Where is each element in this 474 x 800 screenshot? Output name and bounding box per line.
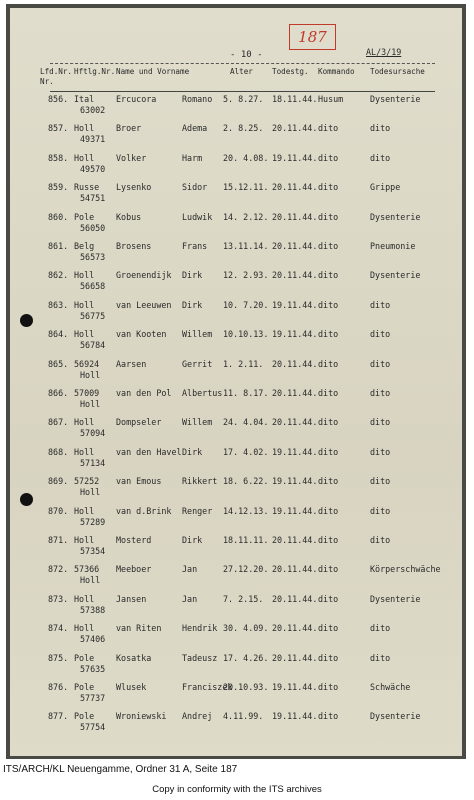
record-kommando: dito [318, 535, 339, 545]
record-number: 873. [48, 593, 69, 604]
record-cause-of-death: dito [370, 358, 391, 369]
record-birthdate: 4.11.99. [223, 711, 264, 722]
record-cause-of-death: Pneumonie [370, 241, 416, 251]
record-surname: van Emous [116, 476, 162, 487]
record-nationality: 57366 [74, 564, 100, 575]
record-firstname: Willem [182, 329, 213, 340]
record-row [10, 300, 462, 330]
record-number: 866. [48, 388, 69, 398]
record-cause-of-death: Dysenterie [370, 270, 421, 281]
record-nationality: Holl [74, 505, 95, 516]
record-row [10, 564, 462, 594]
record-firstname: Sidor [182, 182, 208, 193]
record-surname: Wroniewski [116, 711, 167, 722]
record-row [10, 653, 462, 683]
record-prisoner-number: 56775 [80, 310, 106, 321]
record-kommando: dito [318, 270, 339, 281]
record-prisoner-number: 57134 [80, 457, 106, 468]
header-nr-label: Lfd.Nr. [40, 67, 73, 76]
record-cause-of-death: Dysenterie [370, 94, 421, 104]
record-birthdate: 17. 4.02. [223, 446, 269, 457]
record-death-date: 20.11.44. [272, 535, 318, 545]
header-nr [40, 67, 72, 87]
record-nationality: Holl [74, 623, 95, 634]
header-name: Name und Vorname [116, 67, 190, 76]
record-kommando: dito [318, 505, 339, 516]
record-nationality: Pole [74, 682, 95, 692]
record-prisoner-number: 57754 [80, 722, 106, 733]
record-row [10, 123, 462, 153]
record-nationality: Holl [74, 270, 95, 281]
header-rule-top [50, 63, 435, 64]
record-surname: van den Pol [116, 388, 172, 398]
record-cause-of-death: dito [370, 446, 391, 457]
record-firstname: Frans [182, 241, 208, 251]
record-number: 861. [48, 241, 69, 251]
record-prisoner-number: 49371 [80, 134, 106, 145]
record-death-date: 19.11.44. [272, 505, 318, 516]
record-nationality: Belg [74, 241, 95, 251]
header-alter: Alter [230, 67, 253, 76]
record-prisoner-number: 57635 [80, 663, 106, 674]
record-death-date: 19.11.44. [272, 446, 318, 457]
record-death-date: 19.11.44. [272, 711, 318, 722]
record-cause-of-death: dito [370, 535, 391, 545]
record-birthdate: 13.11.14. [223, 241, 269, 251]
record-nationality: Holl [74, 417, 95, 428]
record-birthdate: 15.12.11. [223, 182, 269, 193]
record-firstname: Renger [182, 505, 213, 516]
record-number: 870. [48, 505, 69, 516]
record-nationality: 56924 [74, 358, 100, 369]
record-nationality: Ital [74, 94, 95, 104]
record-surname: van d.Brink [116, 505, 172, 516]
document-reference: AL/3/19 [366, 47, 402, 57]
record-row [10, 594, 462, 624]
record-number: 865. [48, 358, 69, 369]
record-surname: Brosens [116, 241, 152, 251]
record-row [10, 447, 462, 477]
record-row [10, 711, 462, 741]
record-surname: Volker [116, 152, 147, 163]
record-birthdate: 18.11.11. [223, 535, 269, 545]
record-kommando: dito [318, 211, 339, 222]
binder-hole-bottom [20, 493, 33, 506]
record-row [10, 388, 462, 418]
record-prisoner-number: 54751 [80, 193, 106, 204]
header-nr2-label: Nr. [40, 77, 54, 86]
record-surname: Jansen [116, 593, 147, 604]
record-death-date: 19.11.44. [272, 299, 318, 310]
record-row [10, 270, 462, 300]
record-death-date: 20.11.44. [272, 182, 318, 193]
record-death-date: 20.11.44. [272, 270, 318, 281]
record-row [10, 506, 462, 536]
record-prisoner-number: Holl [80, 575, 101, 586]
record-firstname: Harm [182, 152, 203, 163]
record-surname: Meeboer [116, 564, 152, 575]
record-cause-of-death: Körperschwäche [370, 564, 441, 575]
record-kommando: dito [318, 388, 339, 398]
record-death-date: 20.11.44. [272, 388, 318, 398]
record-nationality: Holl [74, 329, 95, 340]
record-death-date: 20.11.44. [272, 623, 318, 634]
record-surname: Aarsen [116, 358, 147, 369]
record-number: 864. [48, 329, 69, 340]
record-prisoner-number: 57289 [80, 516, 106, 527]
record-nationality: Pole [74, 711, 95, 722]
record-death-date: 20.11.44. [272, 417, 318, 428]
record-firstname: Andrej [182, 711, 213, 722]
record-surname: Ercucora [116, 94, 157, 104]
record-cause-of-death: Dysenterie [370, 711, 421, 722]
record-birthdate: 24. 4.04. [223, 417, 269, 428]
record-firstname: Jan [182, 593, 198, 604]
record-cause-of-death: dito [370, 329, 391, 340]
record-firstname: Hendrik [182, 623, 218, 634]
record-kommando: dito [318, 123, 339, 134]
record-number: 862. [48, 270, 69, 281]
record-number: 874. [48, 623, 69, 634]
record-birthdate: 18. 6.22. [223, 476, 269, 487]
record-firstname: Dirk [182, 446, 203, 457]
record-prisoner-number: Holl [80, 487, 101, 498]
record-prisoner-number: Holl [80, 399, 101, 409]
record-kommando: dito [318, 299, 339, 310]
record-number: 863. [48, 299, 69, 310]
record-death-date: 20.11.44. [272, 652, 318, 663]
record-kommando: dito [318, 358, 339, 369]
page-number: - 10 - [230, 50, 263, 60]
record-firstname: Tadeusz [182, 652, 218, 663]
record-death-date: 18.11.44. [272, 94, 318, 104]
record-birthdate: 20. 4.08. [223, 152, 269, 163]
record-birthdate: 5. 8.27. [223, 94, 264, 104]
record-death-date: 20.11.44. [272, 211, 318, 222]
record-surname: van Kooten [116, 329, 167, 340]
record-kommando: dito [318, 593, 339, 604]
record-row [10, 94, 462, 124]
record-cause-of-death: Grippe [370, 182, 401, 193]
record-cause-of-death: Schwäche [370, 682, 411, 692]
record-kommando: dito [318, 623, 339, 634]
record-cause-of-death: dito [370, 476, 391, 487]
archive-stamp-number: 187 [289, 24, 336, 50]
record-number: 876. [48, 682, 69, 692]
record-row [10, 476, 462, 506]
record-kommando: dito [318, 564, 339, 575]
record-surname: Mosterd [116, 535, 152, 545]
record-birthdate: 7. 2.15. [223, 593, 264, 604]
record-number: 871. [48, 535, 69, 545]
record-death-date: 19.11.44. [272, 682, 318, 692]
record-birthdate: 10.10.13. [223, 329, 269, 340]
header-todestag: Todestg. [272, 67, 309, 76]
record-birthdate: 1. 2.11. [223, 358, 264, 369]
record-firstname: Jan [182, 564, 198, 575]
record-surname: Groenendijk [116, 270, 172, 281]
document-page [10, 8, 462, 756]
record-kommando: dito [318, 182, 339, 193]
record-nationality: 57009 [74, 388, 100, 398]
record-cause-of-death: dito [370, 152, 391, 163]
record-number: 872. [48, 564, 69, 575]
record-surname: van Leeuwen [116, 299, 172, 310]
record-firstname: Dirk [182, 299, 203, 310]
record-birthdate: 14.12.13. [223, 505, 269, 516]
record-nationality: Holl [74, 299, 95, 310]
record-surname: van den Havel [116, 446, 182, 457]
record-death-date: 19.11.44. [272, 476, 318, 487]
record-surname: Broer [116, 123, 142, 134]
record-row [10, 241, 462, 271]
record-nationality: 57252 [74, 476, 100, 487]
record-prisoner-number: 56658 [80, 281, 106, 292]
binder-hole-top [20, 314, 33, 327]
header-todesursache: Todesursache [370, 67, 425, 76]
record-firstname: Romano [182, 94, 213, 104]
record-number: 858. [48, 152, 69, 163]
conformity-caption: Copy in conformity with the ITS archives [152, 784, 322, 795]
header-kommando: Kommando [318, 67, 355, 76]
record-prisoner-number: 63002 [80, 105, 106, 115]
record-nationality: Holl [74, 152, 95, 163]
record-firstname: Albertus [182, 388, 223, 398]
record-death-date: 20.11.44. [272, 241, 318, 251]
record-birthdate: 27.12.20. [223, 564, 269, 575]
record-kommando: dito [318, 652, 339, 663]
record-prisoner-number: 57737 [80, 693, 106, 703]
source-caption: ITS/ARCH/KL Neuengamme, Ordner 31 A, Seite 187 [3, 764, 238, 775]
record-nationality: Holl [74, 123, 95, 134]
record-number: 859. [48, 182, 69, 193]
record-death-date: 20.11.44. [272, 358, 318, 369]
record-death-date: 20.11.44. [272, 564, 318, 575]
header-rule-bottom [50, 91, 435, 92]
record-kommando: dito [318, 476, 339, 487]
record-cause-of-death: dito [370, 652, 391, 663]
record-death-date: 19.11.44. [272, 152, 318, 163]
record-row [10, 417, 462, 447]
record-row [10, 623, 462, 653]
record-kommando: dito [318, 329, 339, 340]
record-number: 869. [48, 476, 69, 487]
record-surname: Wlusek [116, 682, 147, 692]
record-row [10, 153, 462, 183]
record-nationality: Pole [74, 211, 95, 222]
record-cause-of-death: dito [370, 623, 391, 634]
record-firstname: Adema [182, 123, 208, 134]
record-number: 857. [48, 123, 69, 134]
record-row [10, 359, 462, 389]
record-number: 867. [48, 417, 69, 428]
record-prisoner-number: 56573 [80, 252, 106, 262]
record-kommando: dito [318, 446, 339, 457]
record-birthdate: 2. 8.25. [223, 123, 264, 134]
record-surname: Kosatka [116, 652, 152, 663]
record-kommando: dito [318, 682, 339, 692]
record-birthdate: 10. 7.20. [223, 299, 269, 310]
record-prisoner-number: 56784 [80, 340, 106, 351]
record-cause-of-death: Dysenterie [370, 211, 421, 222]
record-surname: van Riten [116, 623, 162, 634]
record-birthdate: 14. 2.12. [223, 211, 269, 222]
record-row [10, 329, 462, 359]
record-prisoner-number: 57094 [80, 428, 106, 439]
record-surname: Lysenko [116, 182, 152, 193]
record-number: 856. [48, 94, 69, 104]
record-firstname: Gerrit [182, 358, 213, 369]
record-nationality: Holl [74, 535, 95, 545]
record-death-date: 19.11.44. [272, 329, 318, 340]
record-kommando: dito [318, 711, 339, 722]
record-firstname: Franciszek [182, 682, 233, 692]
record-cause-of-death: dito [370, 388, 391, 398]
record-death-date: 20.11.44. [272, 593, 318, 604]
record-firstname: Rikkert [182, 476, 218, 487]
record-cause-of-death: Dysenterie [370, 593, 421, 604]
record-kommando: Husum [318, 94, 344, 104]
record-birthdate: 11. 8.17. [223, 388, 269, 398]
record-birthdate: 30. 4.09. [223, 623, 269, 634]
record-nationality: Holl [74, 446, 95, 457]
record-nationality: Pole [74, 652, 95, 663]
record-row [10, 535, 462, 565]
record-kommando: dito [318, 152, 339, 163]
record-firstname: Dirk [182, 270, 203, 281]
record-row [10, 212, 462, 242]
record-cause-of-death: dito [370, 299, 391, 310]
record-prisoner-number: 49570 [80, 163, 106, 174]
record-kommando: dito [318, 241, 339, 251]
record-firstname: Willem [182, 417, 213, 428]
record-cause-of-death: dito [370, 417, 391, 428]
record-firstname: Ludwik [182, 211, 213, 222]
record-surname: Dompseler [116, 417, 162, 428]
record-prisoner-number: 57354 [80, 546, 106, 556]
record-firstname: Dirk [182, 535, 203, 545]
record-birthdate: 12. 2.93. [223, 270, 269, 281]
record-cause-of-death: dito [370, 505, 391, 516]
record-nationality: Holl [74, 593, 95, 604]
record-prisoner-number: Holl [80, 369, 101, 380]
record-kommando: dito [318, 417, 339, 428]
record-row [10, 682, 462, 712]
record-row [10, 182, 462, 212]
record-cause-of-death: dito [370, 123, 391, 134]
header-haeftling-nr: Hftlg.Nr. [74, 67, 116, 76]
record-number: 860. [48, 211, 69, 222]
record-birthdate: 17. 4.26. [223, 652, 269, 663]
record-death-date: 20.11.44. [272, 123, 318, 134]
record-surname: Kobus [116, 211, 142, 222]
record-number: 877. [48, 711, 69, 722]
record-nationality: Russe [74, 182, 100, 193]
record-number: 868. [48, 446, 69, 457]
record-number: 875. [48, 652, 69, 663]
record-prisoner-number: 57388 [80, 604, 106, 615]
record-birthdate: 20.10.93. [223, 682, 269, 692]
record-prisoner-number: 57406 [80, 634, 106, 645]
record-prisoner-number: 56050 [80, 222, 106, 233]
